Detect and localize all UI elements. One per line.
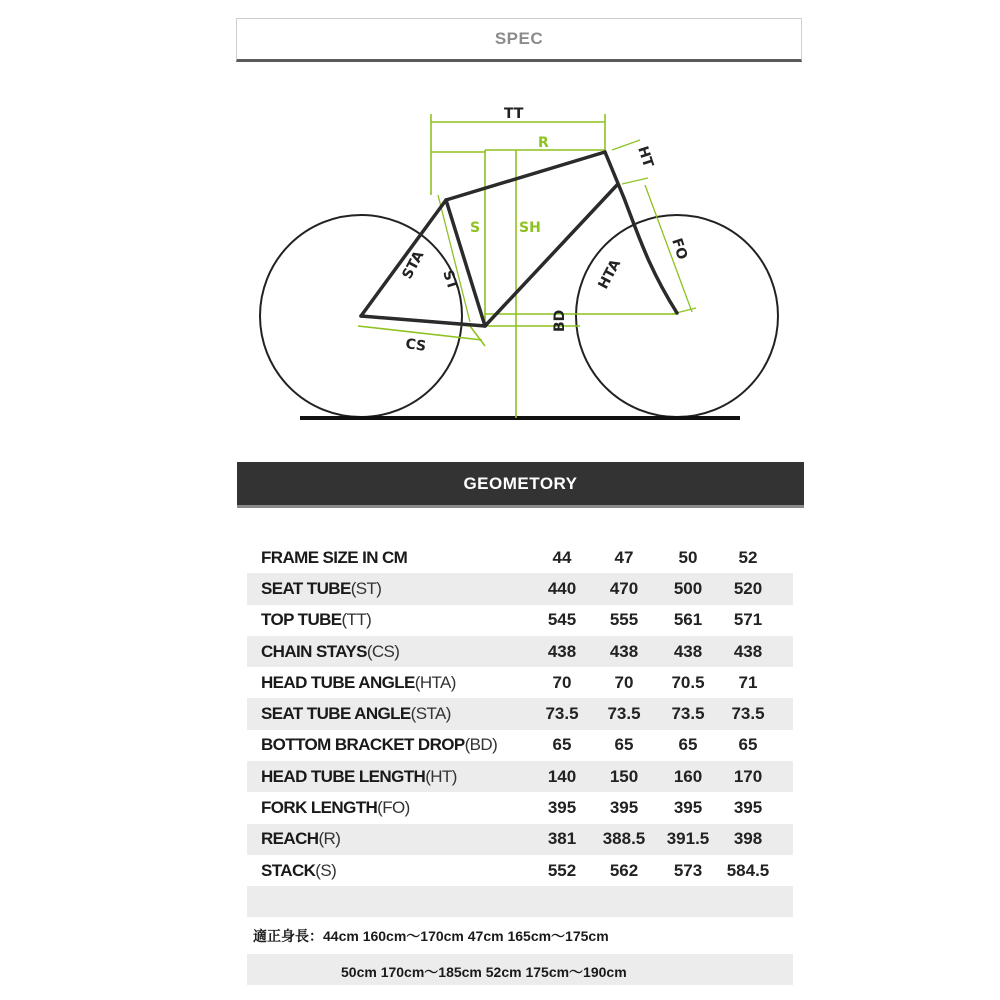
table-cell: 73.5: [731, 704, 765, 724]
row-name: FORK LENGTH: [261, 798, 378, 818]
row-name: HEAD TUBE ANGLE: [261, 672, 415, 692]
table-cell: 438: [733, 641, 763, 661]
row-abbr: (HTA): [414, 672, 456, 692]
row-name: SEAT TUBE: [261, 578, 351, 598]
table-cell: 73.5: [545, 704, 579, 724]
table-cell: 391.5: [666, 829, 710, 849]
table-cell: 555: [609, 610, 639, 630]
table-cell: 398: [733, 829, 763, 849]
table-cell: 470: [609, 578, 639, 598]
table-cell: 170: [733, 766, 763, 786]
size-50: 50: [678, 547, 698, 567]
table-row: [247, 761, 793, 792]
table-cell: 395: [673, 798, 703, 818]
table-cell: 562: [609, 860, 639, 880]
label-cs: CS: [404, 336, 428, 355]
label-st: ST: [439, 268, 461, 292]
table-cell: 65: [552, 735, 572, 755]
table-header-row: [247, 542, 793, 573]
label-bd: BD: [552, 309, 568, 332]
table-cell: 65: [678, 735, 698, 755]
table-row: [247, 824, 793, 855]
table-row: [247, 605, 793, 636]
size-52: 52: [738, 547, 758, 567]
table-cell: 584.5: [726, 860, 770, 880]
label-tt: TT: [504, 106, 524, 122]
label-r: R: [538, 135, 549, 151]
table-cell: 395: [547, 798, 577, 818]
table-row: [247, 667, 793, 698]
fit-line-1: 44cm 160cm～170cm 47cm 165cm～175cm: [323, 928, 609, 944]
table-cell: 438: [673, 641, 703, 661]
label-sh: SH: [519, 220, 541, 236]
row-abbr: (R): [318, 829, 341, 849]
table-cell: 500: [673, 578, 703, 598]
size-47: 47: [614, 547, 634, 567]
fit-title: 適正身長：: [253, 928, 323, 944]
row-abbr: (CS): [366, 641, 400, 661]
recommended-height: [247, 922, 793, 984]
geometry-header: [237, 462, 804, 508]
row-name: HEAD TUBE LENGTH: [261, 766, 426, 786]
row-name: BOTTOM BRACKET DROP: [261, 735, 465, 755]
row-name: SEAT TUBE ANGLE: [261, 704, 411, 724]
table-row: [247, 636, 793, 667]
size-44: 44: [552, 547, 572, 567]
row-name: TOP TUBE: [261, 610, 342, 630]
row-name: REACH: [261, 829, 319, 849]
row-abbr: (FO): [377, 798, 410, 818]
row-abbr: (STA): [410, 704, 451, 724]
fit-line-2: 50cm 170cm～185cm 52cm 175cm～190cm: [341, 964, 627, 980]
table-cell: 70: [552, 672, 572, 692]
table-cell: 150: [609, 766, 639, 786]
table-cell: 395: [609, 798, 639, 818]
table-empty-row: [247, 886, 793, 917]
row-abbr: (ST): [350, 578, 382, 598]
table-cell: 552: [547, 860, 577, 880]
row-abbr: (HT): [425, 766, 457, 786]
table-row: [247, 855, 793, 886]
table-cell: 545: [547, 610, 577, 630]
label-s: S: [470, 220, 481, 236]
table-cell: 65: [614, 735, 634, 755]
table-cell: 388.5: [602, 829, 646, 849]
table-cell: 73.5: [607, 704, 641, 724]
row-abbr: (TT): [341, 610, 372, 630]
table-cell: 573: [673, 860, 703, 880]
table-row: [247, 698, 793, 729]
table-cell: 571: [733, 610, 763, 630]
table-cell: 381: [547, 829, 577, 849]
label-ht: HT: [634, 144, 656, 170]
table-cell: 70.5: [671, 672, 705, 692]
row-abbr: (S): [315, 860, 337, 880]
label-sta: STA: [399, 248, 428, 282]
table-cell: 561: [673, 610, 703, 630]
bike-frame: [361, 152, 677, 326]
table-cell: 160: [673, 766, 703, 786]
table-cell: 438: [547, 641, 577, 661]
bike-geometry-diagram: [0, 0, 1000, 460]
table-row: [247, 792, 793, 823]
table-cell: 395: [733, 798, 763, 818]
row-abbr: (BD): [464, 735, 498, 755]
table-cell: 520: [733, 578, 763, 598]
table-cell: 70: [614, 672, 634, 692]
label-fo: FO: [668, 236, 691, 262]
table-row: [247, 573, 793, 604]
table-cell: 73.5: [671, 704, 705, 724]
label-hta: HTA: [595, 256, 625, 292]
frame-size-label: FRAME SIZE IN CM: [261, 547, 408, 567]
row-name: CHAIN STAYS: [261, 641, 367, 661]
geometry-title: GEOMETORY: [463, 473, 578, 493]
table-cell: 440: [547, 578, 577, 598]
table-cell: 140: [547, 766, 577, 786]
table-cell: 71: [738, 672, 758, 692]
table-row: [247, 730, 793, 761]
row-name: STACK: [261, 860, 316, 880]
table-cell: 438: [609, 641, 639, 661]
spec-title: SPEC: [494, 29, 544, 48]
table-cell: 65: [738, 735, 758, 755]
geometry-table: [247, 542, 793, 917]
